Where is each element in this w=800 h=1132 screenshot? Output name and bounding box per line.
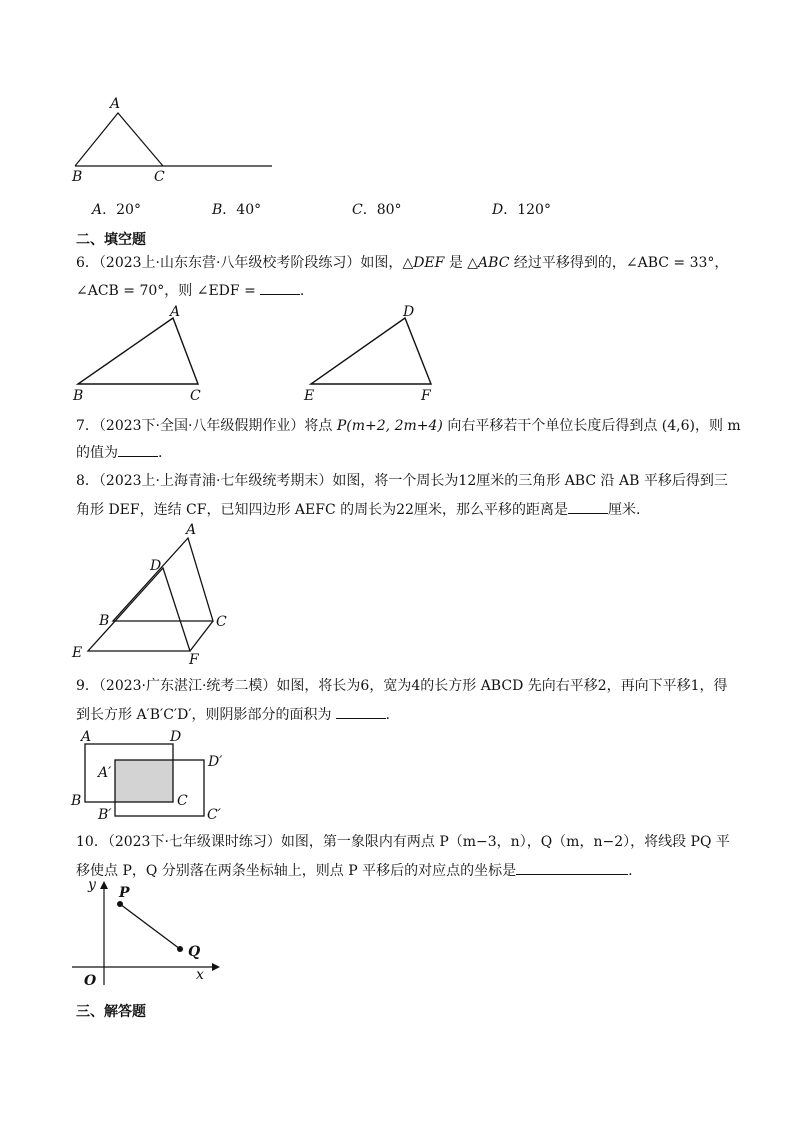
option-value: 80° <box>376 202 402 218</box>
label-A: A <box>110 96 121 112</box>
option-d: D．120° <box>492 202 551 218</box>
option-c: C．80° <box>352 202 402 218</box>
question-8-line-1 <box>76 471 728 491</box>
q7-text: 的值为 <box>76 445 118 461</box>
q6-text: 6．（2023上·山东东营·八年级校考阶段练习）如图， <box>76 255 403 271</box>
answer-blank[interactable] <box>260 280 300 295</box>
answer-blank[interactable] <box>336 704 386 719</box>
option-letter: B <box>212 202 223 218</box>
label-A: A <box>186 522 197 538</box>
q6-triangle-def: △DEF <box>402 255 445 271</box>
label-A-prime: A′ <box>98 765 112 781</box>
label-C: C <box>216 614 227 630</box>
q9-text: 到长方形 A′B′C′D′，则阴影部分的面积为 <box>76 707 332 723</box>
option-letter: A <box>92 202 103 218</box>
question-10-line-1 <box>76 832 730 852</box>
question-6-line-2 <box>76 280 304 301</box>
q6-triangle-abc: △ABC <box>467 255 510 271</box>
q10-text: 10．（2023下·七年级课时练习）如图，第一象限内有两点 P（m−3，n），Q（m，n−2），将线段 PQ 平 <box>76 834 730 850</box>
option-value: 120° <box>517 202 551 218</box>
option-value: 40° <box>236 202 262 218</box>
label-D: D <box>150 558 162 574</box>
q8-text: 8．（2023上·上海青浦·七年级统考期末）如图，将一个周长为12厘米的三角形 ABC 沿 AB 平移后得到三 <box>76 473 728 489</box>
q7-text: 7．（2023下·全国·八年级假期作业）将点 <box>76 418 337 434</box>
label-B: B <box>73 388 84 404</box>
figure-q10-coordinate-plane <box>0 875 800 995</box>
figure-q8-translation <box>0 520 800 670</box>
label-B: B <box>99 613 110 629</box>
question-9-line-2 <box>76 704 390 725</box>
answer-blank[interactable] <box>568 499 608 514</box>
label-C: C <box>177 793 188 809</box>
answer-blank[interactable] <box>118 442 158 457</box>
q6-text: 是 <box>444 255 468 271</box>
label-P: P <box>119 885 130 901</box>
option-b: B．40° <box>212 202 262 218</box>
question-6-line-1 <box>76 253 728 273</box>
question-8-line-2 <box>76 499 640 520</box>
q7-point-p: P(m+2, 2m+4) <box>336 418 443 434</box>
q9-text: . <box>385 707 390 723</box>
label-F: F <box>189 652 199 668</box>
label-D-prime: D′ <box>208 754 223 770</box>
label-A: A <box>81 729 92 745</box>
label-E: E <box>72 645 83 661</box>
label-F: F <box>421 388 431 404</box>
option-letter: D <box>492 202 504 218</box>
question-7-line-1 <box>76 416 741 436</box>
figure-q9-rectangles <box>0 725 800 825</box>
label-Q: Q <box>188 944 201 960</box>
label-E: E <box>304 388 315 404</box>
q7-text: 向右平移若干个单位长度后得到点 <box>442 418 662 434</box>
option-value: 20° <box>116 202 141 218</box>
label-x: x <box>196 967 204 983</box>
figure-q6-triangles <box>0 300 800 410</box>
q8-text: 厘米. <box>607 502 641 518</box>
q10-text: 移使点 P，Q 分别落在两条坐标轴上，则点 P 平移后的对应点的坐标是 <box>76 863 517 879</box>
section-heading-fill-in: 二、填空题 <box>76 232 146 248</box>
question-7-line-2 <box>76 442 162 463</box>
q6-text: ∠ACB = 70°，则 ∠EDF = <box>76 283 256 299</box>
label-B-prime: B′ <box>98 807 112 823</box>
label-A: A <box>170 304 181 320</box>
q6-text: 经过平移得到的，∠ABC = 33°， <box>509 255 729 271</box>
label-B: B <box>72 169 83 185</box>
label-B: B <box>71 793 82 809</box>
label-D: D <box>403 304 415 320</box>
label-C: C <box>154 169 165 185</box>
figure-q5-triangle <box>0 0 800 200</box>
q10-text: . <box>628 863 633 879</box>
q7-text: ，则 m <box>694 418 741 434</box>
answer-blank[interactable] <box>516 860 628 875</box>
label-y: y <box>88 877 96 893</box>
label-D: D <box>170 729 182 745</box>
q7-target-point: (4,6) <box>661 418 695 434</box>
section-heading-answer: 三、解答题 <box>76 1004 146 1020</box>
q8-text: 角形 DEF，连结 CF，已知四边形 AEFC 的周长为22厘米，那么平移的距离是 <box>76 502 568 518</box>
q7-text: . <box>158 445 163 461</box>
label-O: O <box>84 973 97 989</box>
option-letter: C <box>352 202 363 218</box>
q6-text: . <box>299 283 305 299</box>
option-a: A．20° <box>92 202 141 218</box>
label-C: C <box>190 388 201 404</box>
label-C-prime: C′ <box>207 807 221 823</box>
q9-text: 9．（2023·广东湛江·统考二模）如图，将长为6，宽为4的长方形 ABCD 先向右平移2，再向下平移1，得 <box>76 678 728 694</box>
question-9-line-1 <box>76 676 728 696</box>
